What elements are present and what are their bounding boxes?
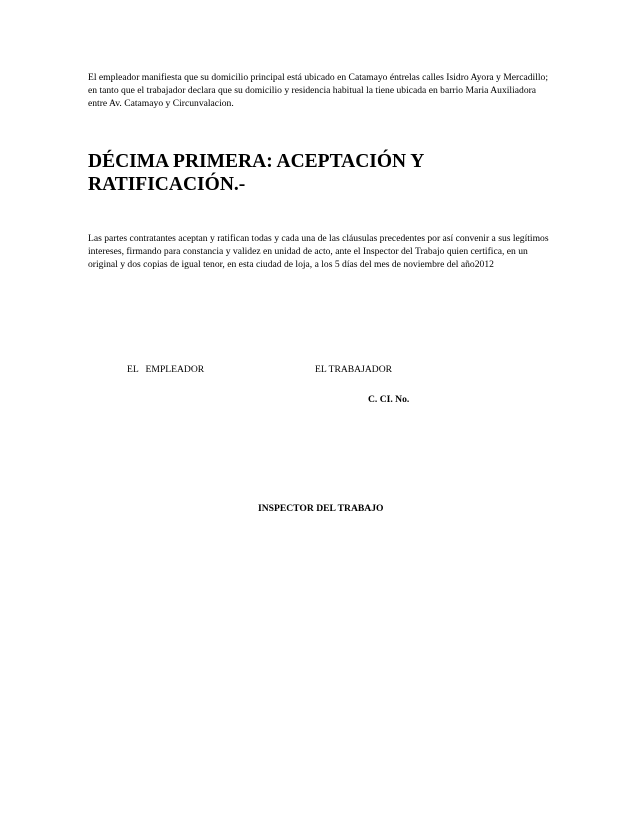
domicile-paragraph: El empleador manifiesta que su domicilio principal está ubicado en Catamayo éntrelas calles Isidro Ayora y Mercadillo; en tanto que el trabajador declara que su domicilio y residencia habitual la tiene ubicada en barrio Maria Auxiliadora entre Av. Catamayo y Circunvalacion. <box>88 72 549 110</box>
worker-signature-label: EL TRABAJADOR <box>315 364 393 375</box>
inspector-signature-label: INSPECTOR DEL TRABAJO <box>258 503 384 514</box>
employer-signature-label: EL EMPLEADOR <box>127 364 205 375</box>
clause-heading: DÉCIMA PRIMERA: ACEPTACIÓN Y RATIFICACIÓN.- <box>88 151 425 195</box>
acceptance-paragraph: Las partes contratantes aceptan y ratifican todas y cada una de las cláusulas precedentes por así convenir a sus legítimos intereses, firmando para constancia y validez en unidad de acto, ante el Inspector del Trabajo quien certifica, en un original y dos copias de igual tenor, en esta ciudad de loja, a los 5 días del mes de noviembre del año2012 <box>88 233 549 271</box>
id-number-label: C. CI. No. <box>368 394 410 405</box>
